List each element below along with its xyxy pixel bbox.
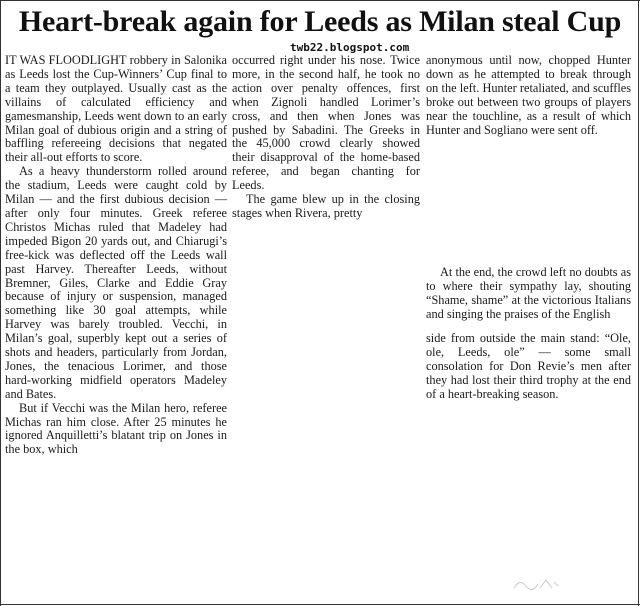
blog-watermark: twb22.blogspot.com: [290, 41, 410, 54]
clipping-border-top: [0, 0, 640, 1]
clipping-border-bottom: [0, 604, 640, 605]
column1-paragraph-2: As a heavy thunderstorm rolled around the stadium, Leeds were caught cold by Milan — and the first dubious decision — after only four minutes. Greek referee Christos Michas ruled that Madeley had impeded Bigon 20 yards out, and Chiarugi’s free-kick was deflected off the Leeds wall past Harvey. Thereafter Leeds, without Bremner, Giles, Clarke and Eddie Gray because of injury or suspension, managed something like 30 goal attempts, while Harvey was barely troubled. Vecchi, in Milan’s goal, superbly kept out a series of shots and headers, particularly from Jordan, Jones, the tenacious Lorimer, and those hard-working midfield operators Madeley and Bates.: [5, 164, 227, 401]
column3-paragraph-2: At the end, the crowd left no doubts as to where their sympathy lay, shouting “Shame, shame” at the victorious Italians and singing the praises of the English: [426, 265, 631, 321]
column3-paragraph-3: side from outside the main stand: “Ole, ole, Leeds, ole” — some small consolation for Don Revie’s men after they had lost their third trophy at the end of a heart-breaking season.: [426, 331, 631, 401]
clipping-border-left: [0, 0, 1, 606]
column2-paragraph-1: occurred right under his nose. Twice more, in the second half, he took no action over penalty offences, first when Zignoli handled Lorimer’s cross, and then when Jones was pushed by Sabadini. The Greeks in the 45,000 crowd clearly showed their disapproval of the home-based referee, and began chanting for Leeds.: [232, 53, 420, 193]
column2-paragraph-2: The game blew up in the closing stages when Rivera, pretty: [232, 192, 420, 220]
faint-stamp-mark: [510, 576, 560, 592]
article-column-1: [5, 54, 227, 457]
column1-paragraph-1: IT WAS FLOODLIGHT robbery in Salonika as Leeds lost the Cup-Winners’ Cup final to a team they outplayed. Usually cast as the villains of calculated efficiency and gamesmanship, Leeds went down to an early Milan goal of dubious origin and a string of baffling refereeing decisions that negated their all-out efforts to score.: [5, 53, 227, 165]
article-column-2: [232, 54, 420, 221]
article-headline: Heart-break again for Leeds as Milan steal Cup: [18, 5, 622, 38]
column1-paragraph-3: But if Vecchi was the Milan hero, referee Michas ran him close. After 25 minutes he ignored Anquilletti’s blatant trip on Jones in the box, which: [5, 400, 227, 457]
column3-paragraph-1: anonymous until now, chopped Hunter down as he attempted to break through on the left. Hunter retaliated, and scuffles broke out between two groups of players near the touchline, as a result of which Hunter and Sogliano were sent off.: [426, 53, 631, 137]
clipping-border-right: [638, 0, 639, 606]
